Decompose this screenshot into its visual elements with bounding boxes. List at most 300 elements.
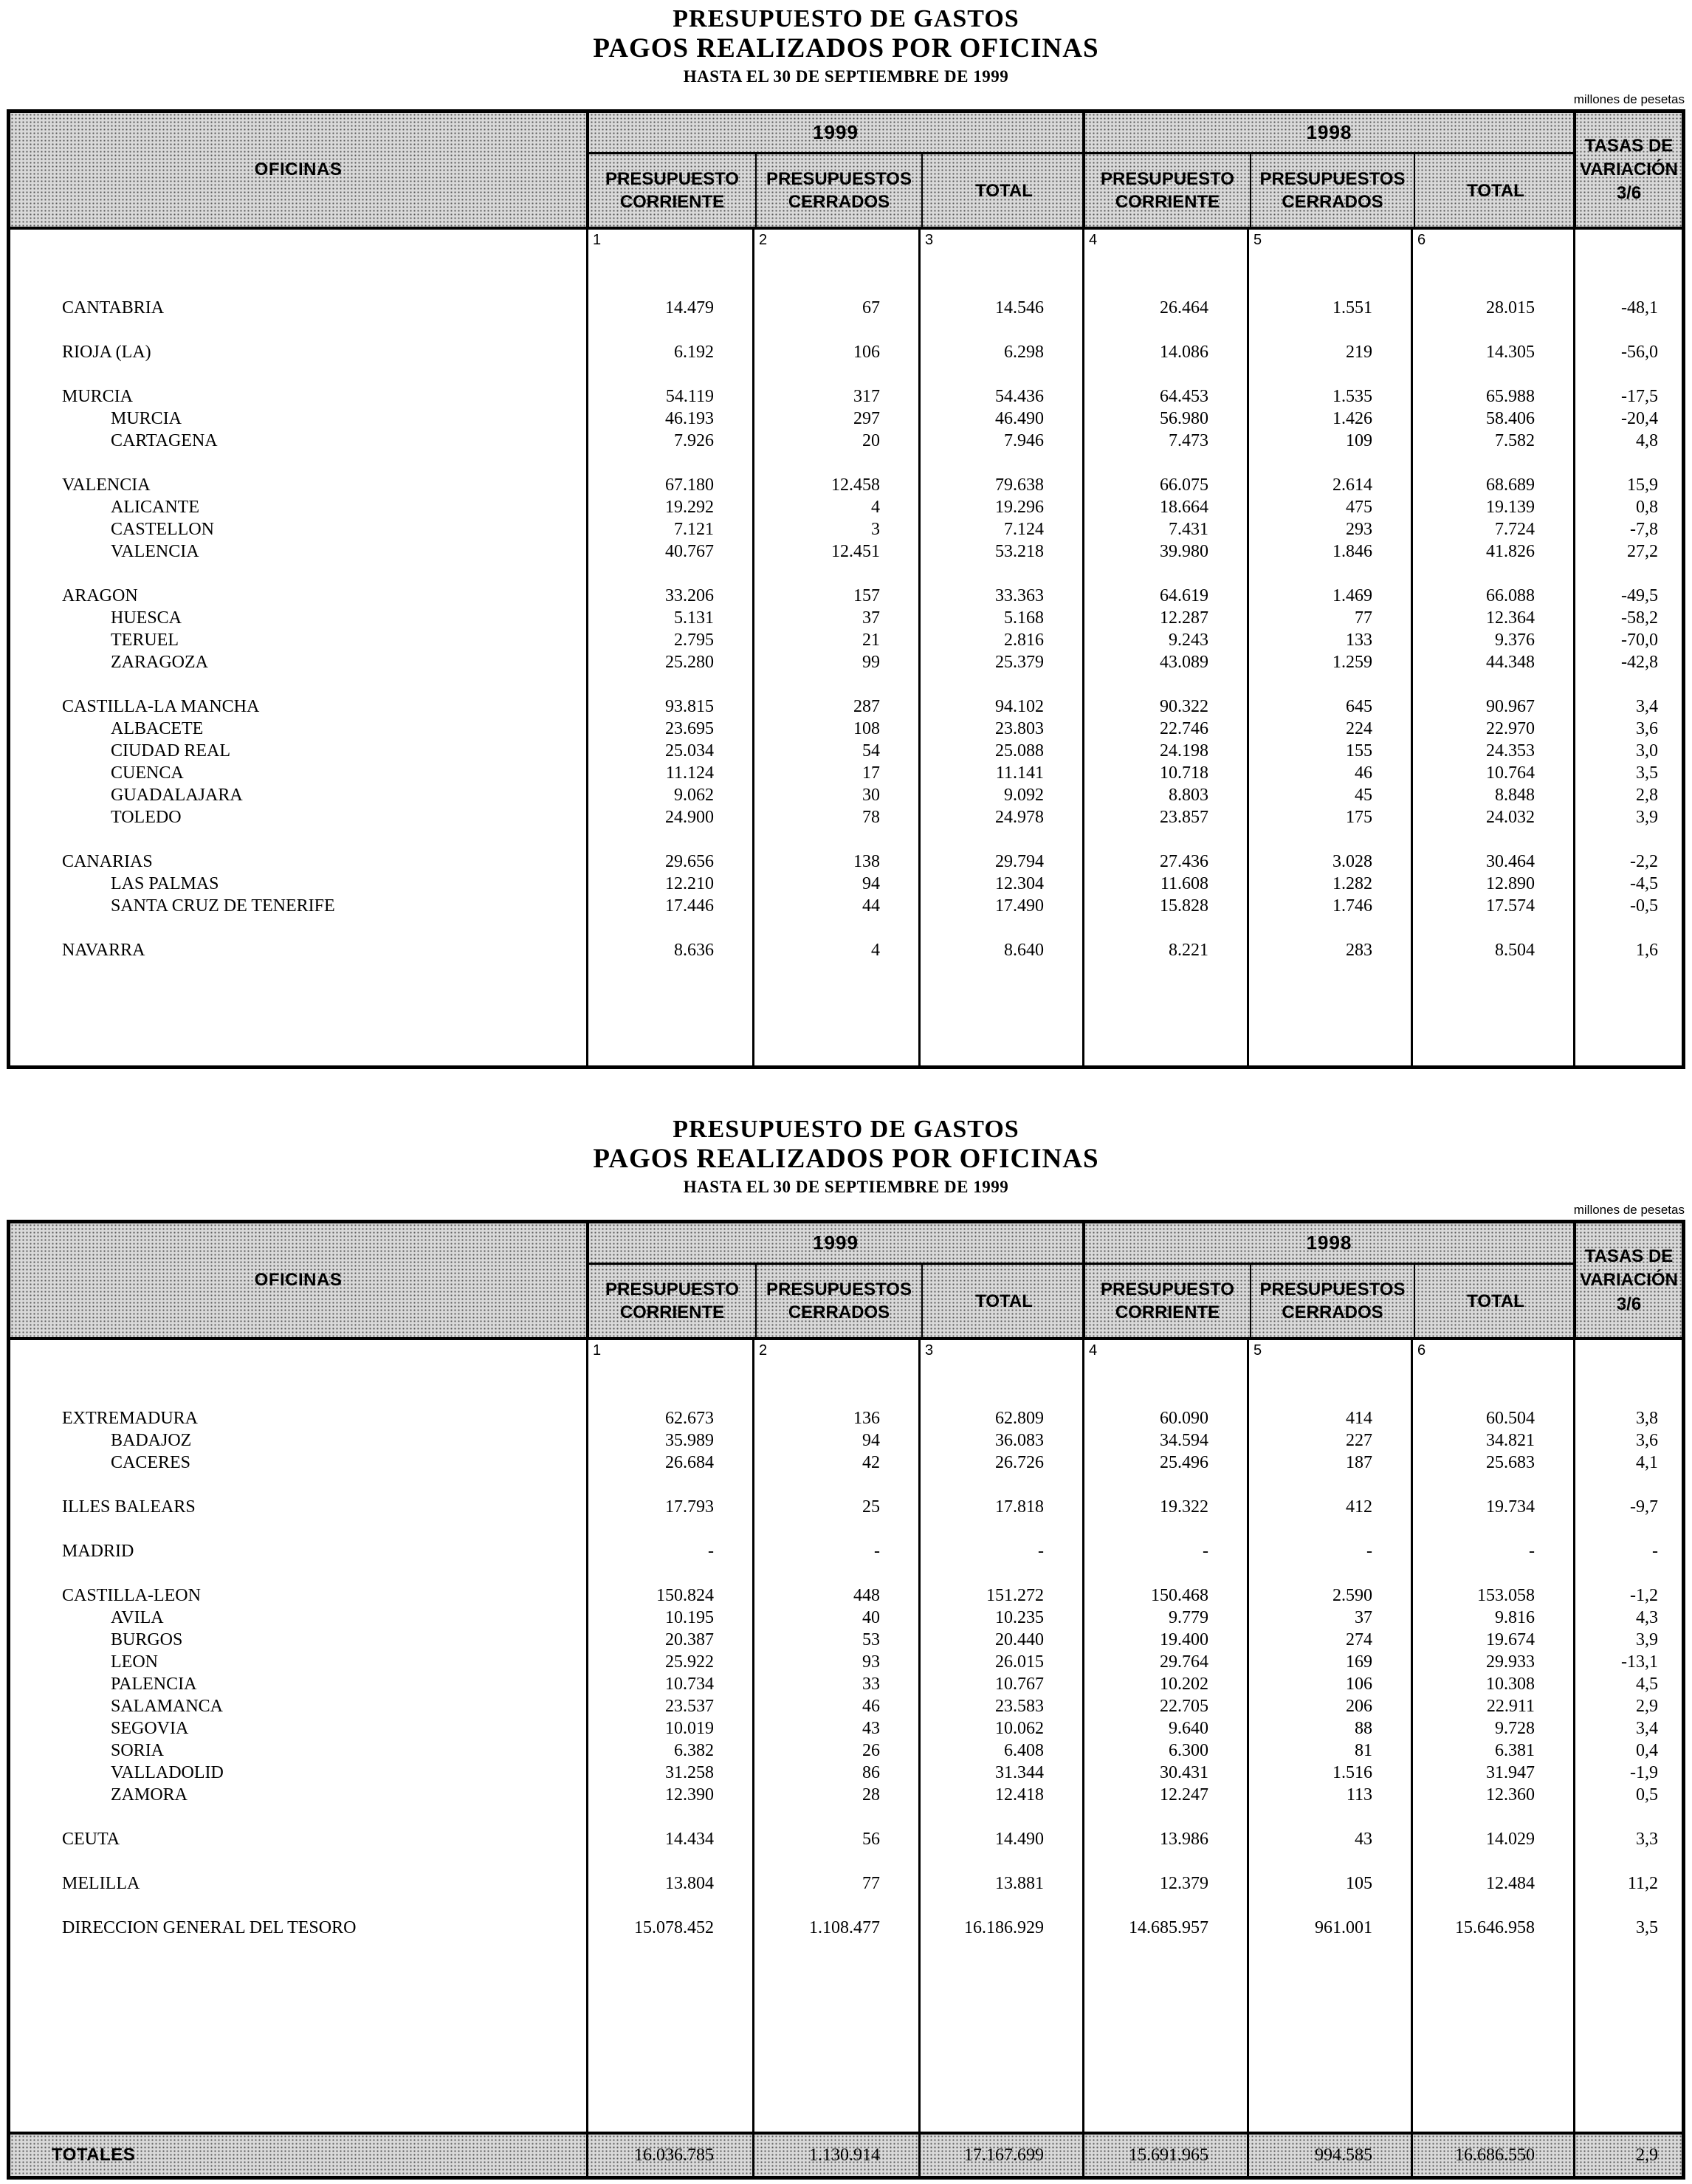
table-row bbox=[10, 1407, 1682, 1429]
cell-value: 3,0 bbox=[1573, 740, 1682, 762]
cell-value: 46 bbox=[1247, 762, 1411, 784]
cell-value: 2.614 bbox=[1247, 474, 1411, 496]
cell-value: 33.206 bbox=[586, 585, 752, 607]
spacer-cell bbox=[752, 452, 918, 474]
spacer-cell bbox=[1082, 264, 1247, 297]
spacer-cell bbox=[1082, 1374, 1247, 1407]
column-number-row bbox=[10, 1340, 1682, 1374]
spacer-row bbox=[10, 1850, 1682, 1872]
table-row bbox=[10, 518, 1682, 540]
cell-value: 10.195 bbox=[586, 1607, 752, 1629]
cell-value: 65.988 bbox=[1411, 385, 1573, 408]
cell-value: - bbox=[1411, 1540, 1573, 1562]
cell-value: 22.705 bbox=[1082, 1695, 1247, 1717]
table-row bbox=[10, 1651, 1682, 1673]
spacer-cell bbox=[1411, 1895, 1573, 1917]
table-row bbox=[10, 1872, 1682, 1895]
cell-value: 28 bbox=[752, 1784, 918, 1806]
cell-value: 1.259 bbox=[1247, 651, 1411, 673]
spacer-cell bbox=[1411, 828, 1573, 851]
spacer-cell bbox=[1573, 1518, 1682, 1540]
spacer-cell bbox=[1411, 1374, 1573, 1407]
header-group-1999 bbox=[586, 1223, 1082, 1337]
column-number: 6 bbox=[1411, 1340, 1573, 1374]
spacer-cell bbox=[1247, 452, 1411, 474]
cell-value: 113 bbox=[1247, 1784, 1411, 1806]
spacer-cell bbox=[752, 961, 918, 1065]
cell-value: 25.496 bbox=[1082, 1452, 1247, 1474]
cell-value: -70,0 bbox=[1573, 629, 1682, 651]
spacer-cell bbox=[1247, 1806, 1411, 1828]
spacer-cell bbox=[586, 1562, 752, 1584]
cell-value: 36.083 bbox=[918, 1429, 1082, 1452]
cell-value: 12.390 bbox=[586, 1784, 752, 1806]
spacer-cell bbox=[918, 1518, 1082, 1540]
cell-value: -13,1 bbox=[1573, 1651, 1682, 1673]
cell-value: -42,8 bbox=[1573, 651, 1682, 673]
cell-value: 19.734 bbox=[1411, 1496, 1573, 1518]
column-number-spacer bbox=[10, 1340, 586, 1374]
cell-value: 27,2 bbox=[1573, 540, 1682, 563]
row-label: VALLADOLID bbox=[111, 1762, 224, 1782]
cell-value: 15.646.958 bbox=[1411, 1917, 1573, 1939]
spacer-cell bbox=[586, 452, 752, 474]
spacer-cell bbox=[752, 917, 918, 939]
row-label: TERUEL bbox=[111, 630, 179, 650]
column-number: 6 bbox=[1411, 230, 1573, 264]
table-row bbox=[10, 1740, 1682, 1762]
cell-value: 11,2 bbox=[1573, 1872, 1682, 1895]
cell-value: 64.619 bbox=[1082, 585, 1247, 607]
cell-value: 19.400 bbox=[1082, 1629, 1247, 1651]
row-label: NAVARRA bbox=[62, 940, 145, 960]
cell-value: 150.824 bbox=[586, 1584, 752, 1607]
cell-value: 9.779 bbox=[1082, 1607, 1247, 1629]
spacer-cell bbox=[1247, 319, 1411, 341]
row-label: MADRID bbox=[62, 1541, 134, 1561]
spacer-row bbox=[10, 1806, 1682, 1828]
table-row bbox=[10, 1452, 1682, 1474]
cell-value: 4,3 bbox=[1573, 1607, 1682, 1629]
totals-value: 16.036.785 bbox=[586, 2135, 752, 2176]
header-col-total-1998: TOTAL bbox=[1414, 1265, 1576, 1337]
header-tasas-variacion: TASAS DE VARIACIÓN 3/6 bbox=[1573, 113, 1682, 227]
spacer-cell bbox=[1573, 563, 1682, 585]
cell-value: -56,0 bbox=[1573, 341, 1682, 363]
spacer-cell bbox=[752, 363, 918, 385]
spacer-cell bbox=[1082, 1850, 1247, 1872]
spacer-cell bbox=[1082, 828, 1247, 851]
column-number: 2 bbox=[752, 230, 918, 264]
totals-label: TOTALES bbox=[52, 2145, 136, 2166]
cell-value: 25.088 bbox=[918, 740, 1082, 762]
cell-value: 12.484 bbox=[1411, 1872, 1573, 1895]
cell-value: 54.119 bbox=[586, 385, 752, 408]
spacer-row bbox=[10, 1474, 1682, 1496]
cell-value: 206 bbox=[1247, 1695, 1411, 1717]
cell-value: 224 bbox=[1247, 718, 1411, 740]
cell-value: 9.062 bbox=[586, 784, 752, 806]
budget-table-section-1 bbox=[0, 0, 1692, 1069]
spacer-cell bbox=[1573, 1562, 1682, 1584]
cell-value: 67 bbox=[752, 297, 918, 319]
row-label: TOLEDO bbox=[111, 807, 182, 827]
cell-value: 8.504 bbox=[1411, 939, 1573, 961]
spacer-cell bbox=[1573, 1895, 1682, 1917]
cell-value: 1.516 bbox=[1247, 1762, 1411, 1784]
cell-value: 24.353 bbox=[1411, 740, 1573, 762]
cell-value: 3.028 bbox=[1247, 851, 1411, 873]
cell-value: 37 bbox=[752, 607, 918, 629]
spacer-cell bbox=[752, 319, 918, 341]
cell-value: 24.198 bbox=[1082, 740, 1247, 762]
data-table bbox=[7, 109, 1685, 1069]
cell-value: 43 bbox=[752, 1717, 918, 1740]
row-label: SANTA CRUZ DE TENERIFE bbox=[111, 896, 335, 916]
spacer-cell bbox=[586, 264, 752, 297]
row-label: LAS PALMAS bbox=[111, 873, 219, 893]
spacer-cell bbox=[1573, 1374, 1682, 1407]
totals-value: 1.130.914 bbox=[752, 2135, 918, 2176]
spacer-cell bbox=[1411, 1939, 1573, 2132]
cell-value: 17.793 bbox=[586, 1496, 752, 1518]
totals-row bbox=[10, 2132, 1682, 2176]
spacer-cell bbox=[918, 264, 1082, 297]
table-row bbox=[10, 1717, 1682, 1740]
cell-value: 12.379 bbox=[1082, 1872, 1247, 1895]
cell-value: 219 bbox=[1247, 341, 1411, 363]
page-date-line: HASTA EL 30 DE SEPTIEMBRE DE 1999 bbox=[683, 66, 1009, 86]
cell-value: 169 bbox=[1247, 1651, 1411, 1673]
cell-value: 62.809 bbox=[918, 1407, 1082, 1429]
cell-value: 6.408 bbox=[918, 1740, 1082, 1762]
cell-value: 136 bbox=[752, 1407, 918, 1429]
cell-value: 9.243 bbox=[1082, 629, 1247, 651]
header-group-1998 bbox=[1082, 113, 1573, 227]
row-label: MURCIA bbox=[111, 408, 182, 428]
cell-value: 17.446 bbox=[586, 895, 752, 917]
cell-value: 414 bbox=[1247, 1407, 1411, 1429]
cell-value: 93 bbox=[752, 1651, 918, 1673]
spacer-cell bbox=[1082, 1562, 1247, 1584]
table-row bbox=[10, 696, 1682, 718]
spacer-cell bbox=[918, 1562, 1082, 1584]
spacer-cell bbox=[586, 1895, 752, 1917]
cell-value: 8.640 bbox=[918, 939, 1082, 961]
spacer-cell bbox=[1247, 264, 1411, 297]
spacer-cell bbox=[1082, 1895, 1247, 1917]
header-year-1999: 1999 bbox=[589, 1223, 1082, 1265]
totals-value: 16.686.550 bbox=[1411, 2135, 1573, 2176]
column-number: 2 bbox=[752, 1340, 918, 1374]
cell-value: 17 bbox=[752, 762, 918, 784]
header-year-1998: 1998 bbox=[1085, 1223, 1573, 1265]
cell-value: 1.426 bbox=[1247, 408, 1411, 430]
spacer-cell bbox=[1247, 1374, 1411, 1407]
cell-value: 2.816 bbox=[918, 629, 1082, 651]
header-col-presupuesto-corriente-1998: PRESUPUESTO CORRIENTE bbox=[1101, 1280, 1234, 1323]
cell-value: 2.590 bbox=[1247, 1584, 1411, 1607]
table-row bbox=[10, 1496, 1682, 1518]
row-label: CARTAGENA bbox=[111, 430, 218, 450]
cell-value: 1.469 bbox=[1247, 585, 1411, 607]
cell-value: 23.537 bbox=[586, 1695, 752, 1717]
spacer-cell bbox=[1247, 961, 1411, 1065]
row-label: CASTILLA-LEON bbox=[62, 1585, 201, 1605]
column-number: 4 bbox=[1082, 1340, 1247, 1374]
row-label: MURCIA bbox=[62, 386, 134, 406]
cell-value: 9.816 bbox=[1411, 1607, 1573, 1629]
table-row bbox=[10, 1540, 1682, 1562]
cell-value: 187 bbox=[1247, 1452, 1411, 1474]
cell-value: 58.406 bbox=[1411, 408, 1573, 430]
cell-value: 0,8 bbox=[1573, 496, 1682, 518]
cell-value: 155 bbox=[1247, 740, 1411, 762]
table-row bbox=[10, 430, 1682, 452]
row-label: ZAMORA bbox=[111, 1785, 188, 1804]
cell-value: 11.608 bbox=[1082, 873, 1247, 895]
cell-value: -48,1 bbox=[1573, 297, 1682, 319]
table-row bbox=[10, 1762, 1682, 1784]
page-title: PRESUPUESTO DE GASTOS bbox=[673, 5, 1019, 32]
row-label: ALICANTE bbox=[111, 497, 199, 517]
spacer-cell bbox=[1411, 1518, 1573, 1540]
row-label: ZARAGOZA bbox=[111, 652, 208, 672]
cell-value: 1.535 bbox=[1247, 385, 1411, 408]
cell-value: 3,9 bbox=[1573, 1629, 1682, 1651]
cell-value: 448 bbox=[752, 1584, 918, 1607]
cell-value: 19.292 bbox=[586, 496, 752, 518]
table-row bbox=[10, 718, 1682, 740]
title-block bbox=[0, 1110, 1692, 1197]
cell-value: 7.121 bbox=[586, 518, 752, 540]
cell-value: 12.360 bbox=[1411, 1784, 1573, 1806]
row-label: ILLES BALEARS bbox=[62, 1497, 196, 1517]
header-year-1999: 1999 bbox=[589, 113, 1082, 154]
totals-value: 17.167.699 bbox=[918, 2135, 1082, 2176]
cell-value: 34.821 bbox=[1411, 1429, 1573, 1452]
table-row bbox=[10, 341, 1682, 363]
totals-value: 15.691.965 bbox=[1082, 2135, 1247, 2176]
cell-value: 8.221 bbox=[1082, 939, 1247, 961]
cell-value: 16.186.929 bbox=[918, 1917, 1082, 1939]
cell-value: -1,9 bbox=[1573, 1762, 1682, 1784]
cell-value: 39.980 bbox=[1082, 540, 1247, 563]
budget-table-section-2 bbox=[0, 1110, 1692, 2180]
cell-value: 297 bbox=[752, 408, 918, 430]
cell-value: 274 bbox=[1247, 1629, 1411, 1651]
cell-value: 20 bbox=[752, 430, 918, 452]
cell-value: 94 bbox=[752, 873, 918, 895]
spacer-cell bbox=[752, 264, 918, 297]
column-number-row bbox=[10, 230, 1682, 264]
cell-value: 1.282 bbox=[1247, 873, 1411, 895]
spacer-cell bbox=[1082, 1806, 1247, 1828]
cell-value: 12.458 bbox=[752, 474, 918, 496]
spacer-cell bbox=[1082, 319, 1247, 341]
spacer-cell bbox=[918, 452, 1082, 474]
spacer-cell bbox=[586, 673, 752, 696]
row-label: LEON bbox=[111, 1652, 158, 1672]
cell-value: 12.890 bbox=[1411, 873, 1573, 895]
spacer-cell bbox=[752, 1562, 918, 1584]
spacer-cell bbox=[752, 1939, 918, 2132]
spacer-cell bbox=[10, 1562, 586, 1584]
cell-value: 24.900 bbox=[586, 806, 752, 828]
spacer-cell bbox=[1082, 1474, 1247, 1496]
row-label: RIOJA (LA) bbox=[62, 342, 151, 362]
spacer-cell bbox=[918, 363, 1082, 385]
cell-value: 150.468 bbox=[1082, 1584, 1247, 1607]
column-number: 1 bbox=[586, 1340, 752, 1374]
spacer-cell bbox=[1573, 1939, 1682, 2132]
spacer-cell bbox=[752, 1518, 918, 1540]
cell-value: 90.967 bbox=[1411, 696, 1573, 718]
cell-value: 9.640 bbox=[1082, 1717, 1247, 1740]
cell-value: 37 bbox=[1247, 1607, 1411, 1629]
cell-value: 8.848 bbox=[1411, 784, 1573, 806]
spacer-cell bbox=[10, 1474, 586, 1496]
cell-value: 15.828 bbox=[1082, 895, 1247, 917]
spacer-cell bbox=[918, 917, 1082, 939]
spacer-cell bbox=[752, 1806, 918, 1828]
cell-value: 12.210 bbox=[586, 873, 752, 895]
spacer-cell bbox=[1082, 917, 1247, 939]
spacer-cell bbox=[10, 961, 586, 1065]
spacer-cell bbox=[918, 1806, 1082, 1828]
spacer-cell bbox=[10, 452, 586, 474]
cell-value: 961.001 bbox=[1247, 1917, 1411, 1939]
table-row bbox=[10, 806, 1682, 828]
cell-value: 7.946 bbox=[918, 430, 1082, 452]
spacer-cell bbox=[586, 1518, 752, 1540]
cell-value: 11.141 bbox=[918, 762, 1082, 784]
cell-value: 645 bbox=[1247, 696, 1411, 718]
cell-value: 44 bbox=[752, 895, 918, 917]
cell-value: 6.382 bbox=[586, 1740, 752, 1762]
table-row bbox=[10, 939, 1682, 961]
cell-value: 475 bbox=[1247, 496, 1411, 518]
spacer-cell bbox=[1411, 1562, 1573, 1584]
spacer-cell bbox=[586, 319, 752, 341]
row-label: MELILLA bbox=[62, 1873, 140, 1893]
cell-value: 227 bbox=[1247, 1429, 1411, 1452]
spacer-cell bbox=[1082, 1939, 1247, 2132]
cell-value: 3,4 bbox=[1573, 1717, 1682, 1740]
spacer-cell bbox=[752, 1474, 918, 1496]
cell-value: 17.818 bbox=[918, 1496, 1082, 1518]
header-col-presupuesto-corriente-1999: PRESUPUESTO CORRIENTE bbox=[605, 1280, 739, 1323]
spacer-cell bbox=[1411, 363, 1573, 385]
table-row bbox=[10, 474, 1682, 496]
cell-value: 15.078.452 bbox=[586, 1917, 752, 1939]
cell-value: 3,4 bbox=[1573, 696, 1682, 718]
cell-value: 19.322 bbox=[1082, 1496, 1247, 1518]
cell-value: 108 bbox=[752, 718, 918, 740]
cell-value: 31.258 bbox=[586, 1762, 752, 1784]
table-body bbox=[10, 264, 1682, 1065]
cell-value: 7.124 bbox=[918, 518, 1082, 540]
spacer-cell bbox=[1082, 1518, 1247, 1540]
row-label: EXTREMADURA bbox=[62, 1408, 198, 1428]
column-number: 5 bbox=[1247, 1340, 1411, 1374]
spacer-cell bbox=[752, 1374, 918, 1407]
spacer-cell bbox=[1247, 1474, 1411, 1496]
spacer-cell bbox=[10, 319, 586, 341]
cell-value: -7,8 bbox=[1573, 518, 1682, 540]
cell-value: 13.986 bbox=[1082, 1828, 1247, 1850]
cell-value: 20.387 bbox=[586, 1629, 752, 1651]
table-row bbox=[10, 540, 1682, 563]
spacer-cell bbox=[752, 828, 918, 851]
header-col-presupuesto-corriente-1999: PRESUPUESTO CORRIENTE bbox=[605, 169, 739, 213]
row-label: BURGOS bbox=[111, 1630, 183, 1649]
cell-value: 6.381 bbox=[1411, 1740, 1573, 1762]
spacer-cell bbox=[1573, 319, 1682, 341]
cell-value: -1,2 bbox=[1573, 1584, 1682, 1607]
cell-value: 151.272 bbox=[918, 1584, 1082, 1607]
cell-value: 54 bbox=[752, 740, 918, 762]
spacer-row bbox=[10, 1939, 1682, 2132]
cell-value: 29.764 bbox=[1082, 1651, 1247, 1673]
cell-value: 7.431 bbox=[1082, 518, 1247, 540]
cell-value: 35.989 bbox=[586, 1429, 752, 1452]
cell-value: 105 bbox=[1247, 1872, 1411, 1895]
row-label: CANARIAS bbox=[62, 851, 153, 871]
cell-value: 62.673 bbox=[586, 1407, 752, 1429]
spacer-cell bbox=[10, 563, 586, 585]
cell-value: - bbox=[918, 1540, 1082, 1562]
table-row bbox=[10, 1784, 1682, 1806]
cell-value: 28.015 bbox=[1411, 297, 1573, 319]
row-label: ARAGON bbox=[62, 586, 138, 605]
cell-value: 94 bbox=[752, 1429, 918, 1452]
cell-value: 7.926 bbox=[586, 430, 752, 452]
table-row bbox=[10, 629, 1682, 651]
cell-value: 60.090 bbox=[1082, 1407, 1247, 1429]
cell-value: 81 bbox=[1247, 1740, 1411, 1762]
spacer-cell bbox=[586, 1939, 752, 2132]
spacer-cell bbox=[586, 961, 752, 1065]
spacer-row bbox=[10, 828, 1682, 851]
row-label: CASTILLA-LA MANCHA bbox=[62, 696, 260, 716]
cell-value: 14.434 bbox=[586, 1828, 752, 1850]
spacer-row bbox=[10, 961, 1682, 1065]
cell-value: 283 bbox=[1247, 939, 1411, 961]
cell-value: 1.551 bbox=[1247, 297, 1411, 319]
page-subtitle: PAGOS REALIZADOS POR OFICINAS bbox=[593, 33, 1099, 64]
cell-value: 317 bbox=[752, 385, 918, 408]
column-number-spacer bbox=[1573, 1340, 1682, 1374]
cell-value: 412 bbox=[1247, 1496, 1411, 1518]
cell-value: 9.092 bbox=[918, 784, 1082, 806]
spacer-cell bbox=[752, 1895, 918, 1917]
spacer-cell bbox=[586, 1850, 752, 1872]
cell-value: 4 bbox=[752, 496, 918, 518]
row-label: CUENCA bbox=[111, 763, 184, 783]
cell-value: 138 bbox=[752, 851, 918, 873]
spacer-cell bbox=[918, 1895, 1082, 1917]
cell-value: 6.300 bbox=[1082, 1740, 1247, 1762]
cell-value: 23.857 bbox=[1082, 806, 1247, 828]
cell-value: -20,4 bbox=[1573, 408, 1682, 430]
spacer-cell bbox=[10, 264, 586, 297]
table-row bbox=[10, 607, 1682, 629]
spacer-cell bbox=[1247, 563, 1411, 585]
cell-value: 3,3 bbox=[1573, 1828, 1682, 1850]
cell-value: 17.574 bbox=[1411, 895, 1573, 917]
cell-value: 20.440 bbox=[918, 1629, 1082, 1651]
